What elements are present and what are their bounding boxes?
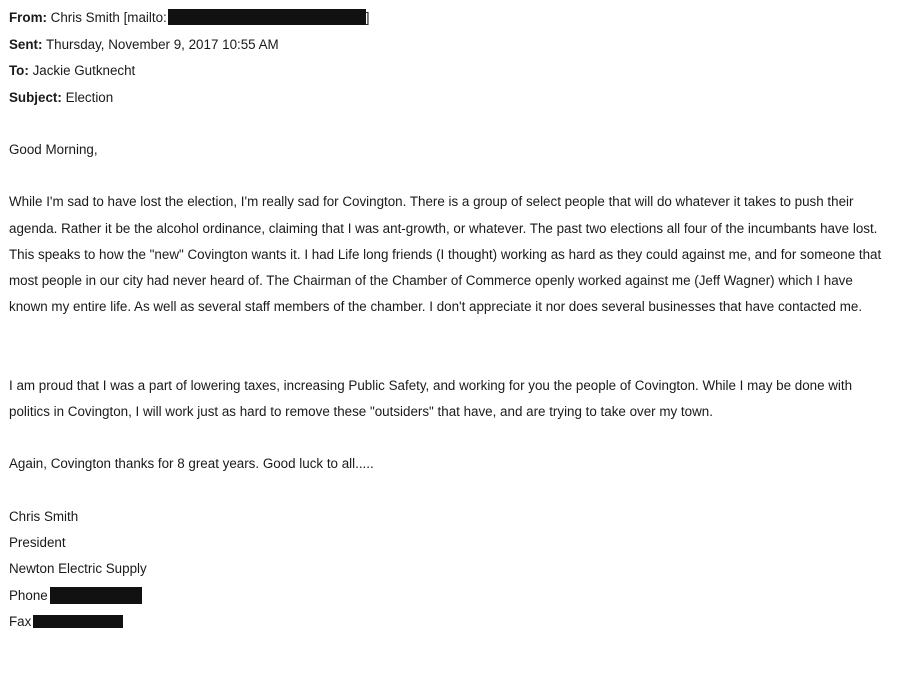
body-paragraph-2: I am proud that I was a part of lowering taxes, increasing Public Safety, and working for you the people of Covington. While I may be done with politics in Covington, I will work just as hard to remove these "outsiders" that have, and are trying to take over my town.: [9, 377, 853, 420]
from-value: Chris Smith [mailto:: [50, 10, 167, 25]
signature-phone-line: [9, 583, 889, 609]
email-header: [9, 5, 889, 111]
from-close-bracket: ]: [365, 10, 370, 25]
fax-label: Fax: [9, 613, 32, 629]
sent-value: Thursday, November 9, 2017 10:55 AM: [45, 36, 279, 52]
body-paragraph-3: Again, Covington thanks for 8 great years. Good luck to all.....: [9, 456, 374, 472]
email-message: [9, 5, 889, 635]
to-label: To:: [9, 63, 29, 78]
greeting: Good Morning,: [9, 142, 98, 157]
signature-company: Newton Electric Supply: [9, 561, 147, 577]
sent-label: Sent:: [9, 36, 43, 52]
to-value: Jackie Gutknecht: [32, 63, 136, 78]
redacted-phone-number: [50, 587, 142, 604]
signature-block: [9, 504, 889, 635]
signature-title: President: [9, 534, 66, 550]
redacted-fax-number: [33, 615, 123, 628]
body-paragraph-1: While I'm sad to have lost the election, I'm really sad for Covington. There is a group of select people that will do whatever it takes to push their agenda. Rather it be the alcohol ordinance, claiming that I was ant-growth, or whatever. The past two elections all four of the incumbants have lost. This speaks to how the "new" Covington wants it. I had Life long friends (I thought) working as hard as they could against me, and for someone that most people in our city had never heard of. The Chairman of the Chamber of Commerce openly worked against me (Jeff Wagner) which I have known my entire life. As well as several staff members of the chamber. I don't appreciate it nor does several businesses that have contacted me.: [9, 194, 882, 315]
phone-label: Phone: [9, 587, 48, 603]
from-label: From:: [9, 10, 47, 25]
subject-line: [9, 85, 889, 112]
to-line: [9, 58, 889, 85]
signature-fax-line: [9, 609, 889, 635]
from-line: [9, 5, 889, 32]
signature-name: Chris Smith: [9, 508, 79, 524]
subject-value: Election: [65, 89, 114, 105]
sent-line: [9, 32, 889, 59]
redacted-email-address: [168, 9, 366, 25]
subject-label: Subject:: [9, 89, 62, 105]
